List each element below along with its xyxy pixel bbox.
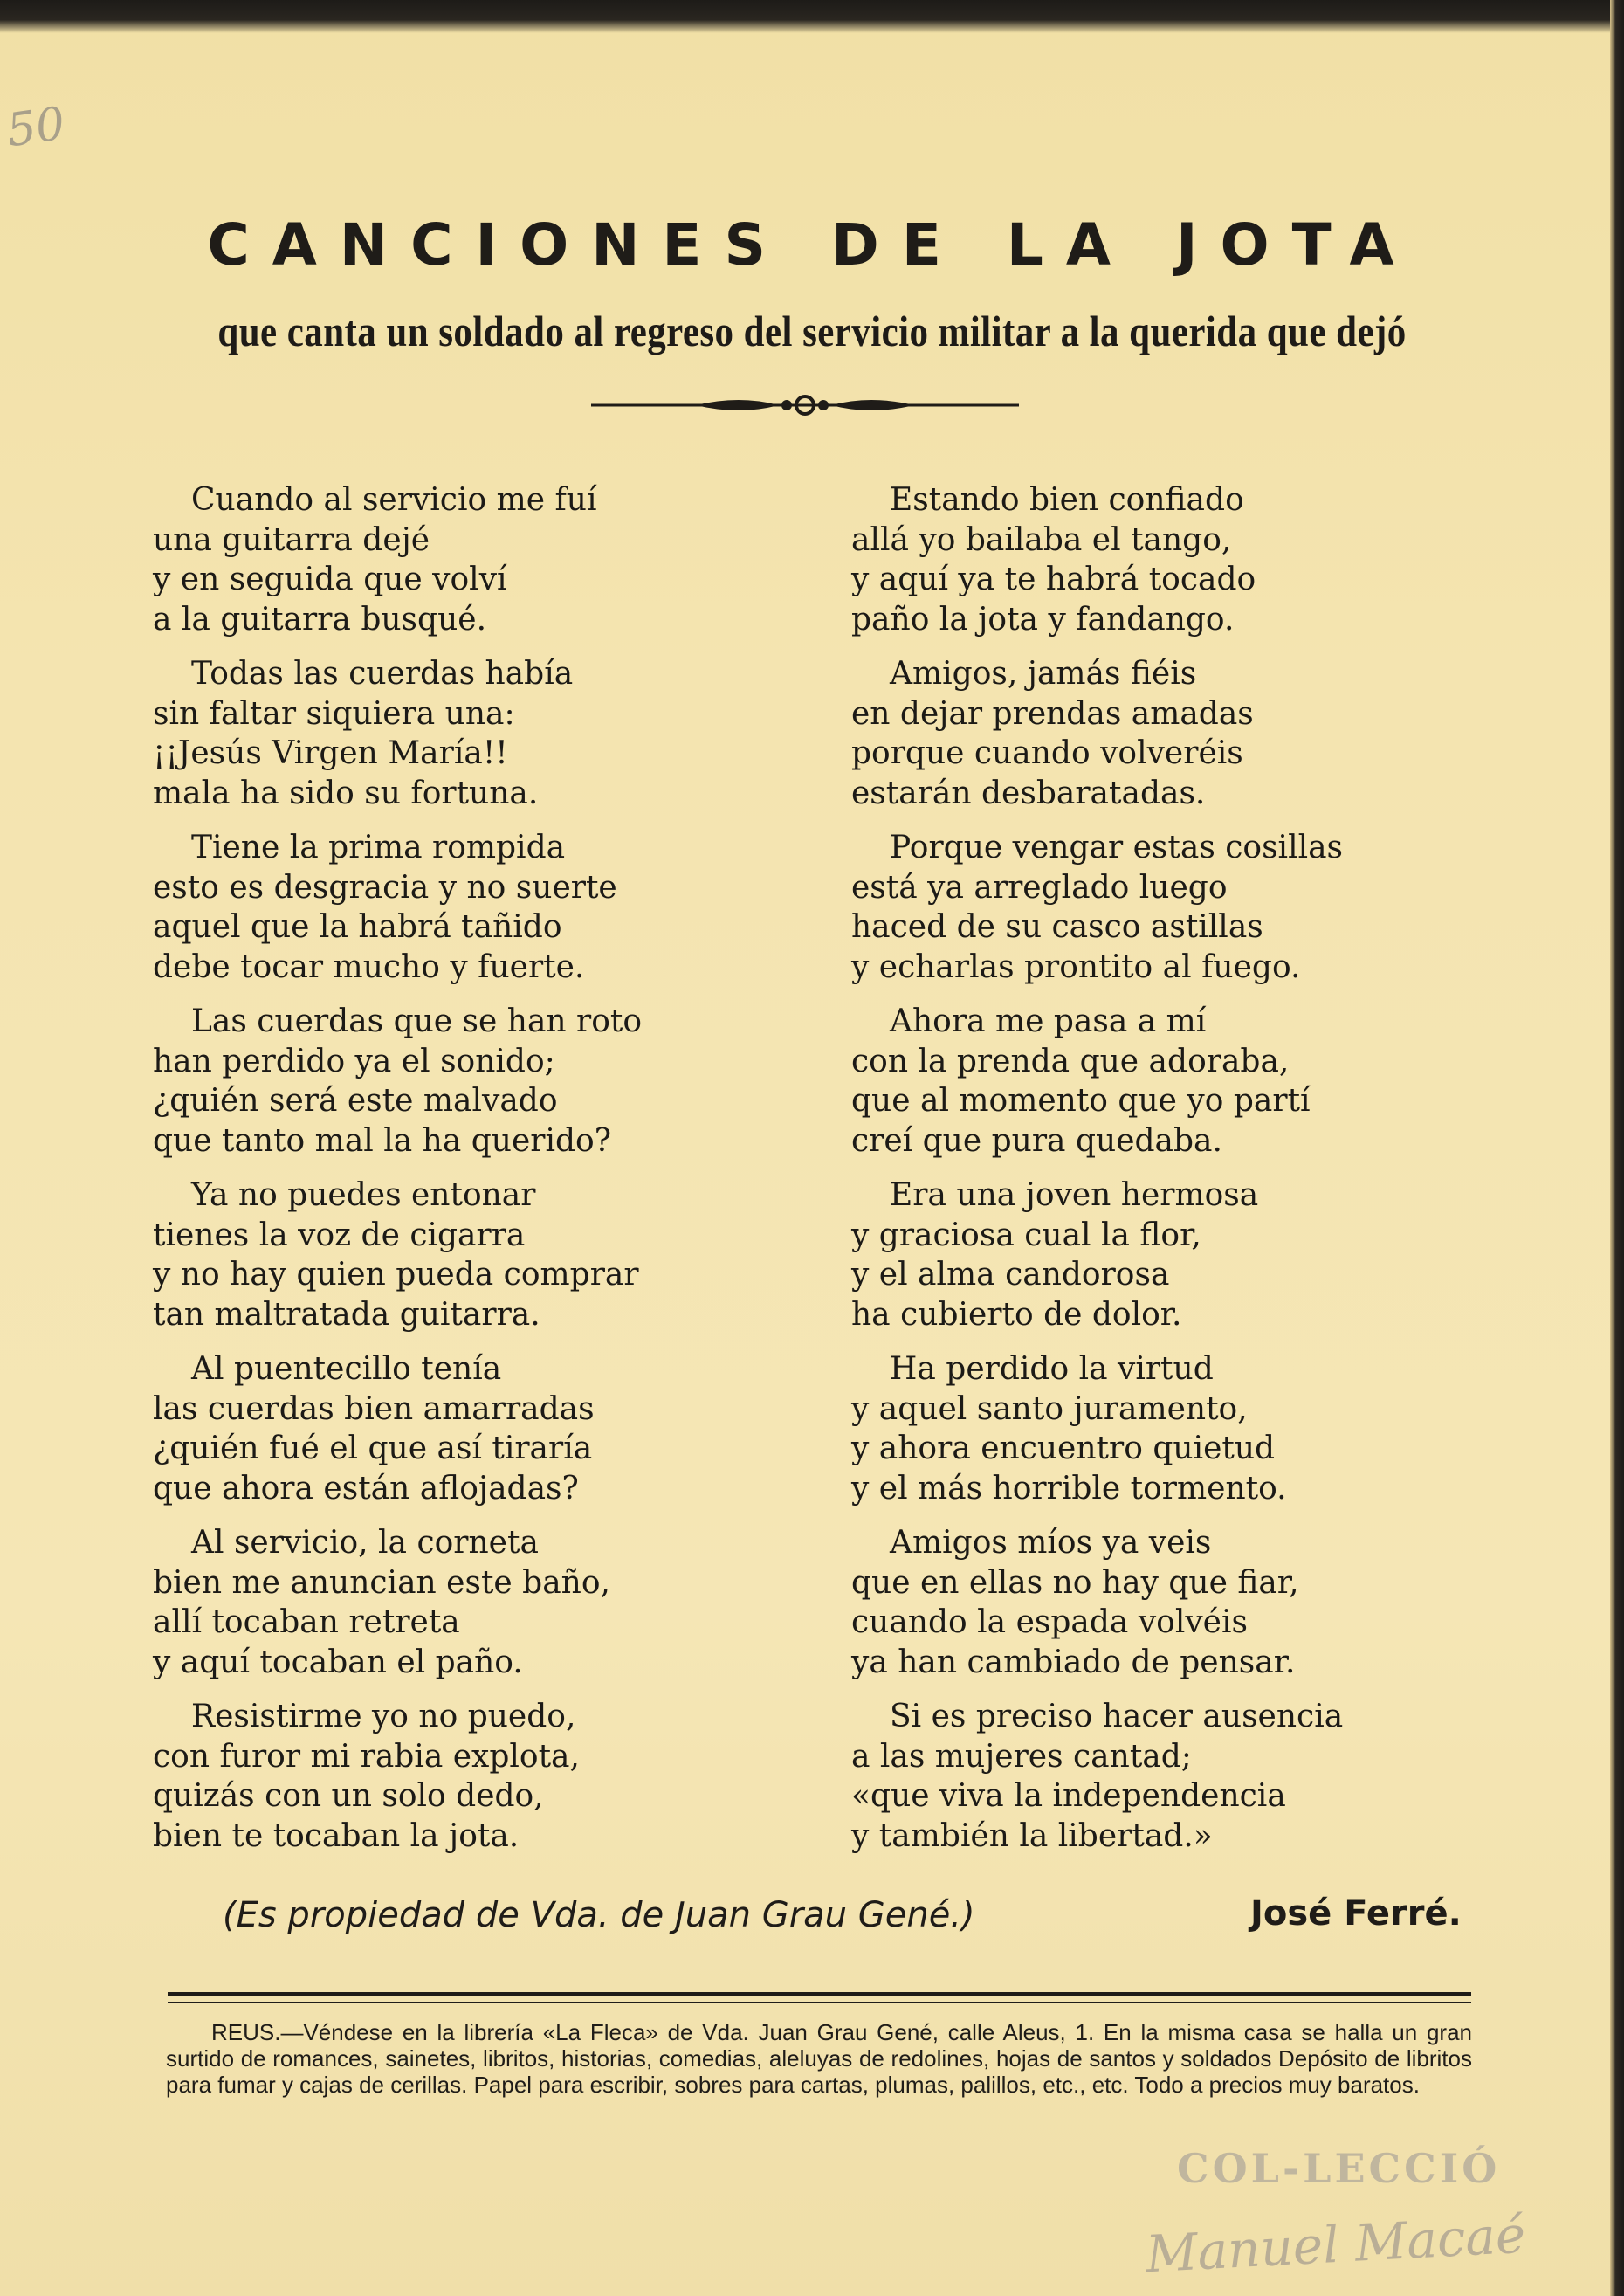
verse-line: y el más horrible tormento. (851, 1470, 1287, 1507)
verse-line: Era una joven hermosa (890, 1177, 1259, 1213)
verse-line: y echarlas prontito al fuego. (851, 948, 1301, 985)
verse-line: estarán desbaratadas. (851, 775, 1206, 811)
verse-line: ha cubierto de dolor. (851, 1296, 1182, 1333)
verse-line: a las mujeres cantad; (851, 1738, 1192, 1775)
verse-line: ¡¡Jesús Virgen María!! (153, 735, 508, 771)
verse-line: que en ellas no hay que fiar, (851, 1564, 1299, 1601)
verse-line: Estando bien confiado (890, 482, 1244, 518)
stanza (153, 654, 764, 813)
verse-line: y en seguida que volví (153, 562, 507, 597)
stanza (851, 480, 1462, 639)
verse-line: las cuerdas bien amarradas (153, 1390, 595, 1427)
verse-line: Todas las cuerdas había (191, 656, 574, 692)
footer-rule-thin (168, 2002, 1471, 2003)
verse-line: y aquí tocaban el paño. (153, 1644, 523, 1680)
verse-line: bien me anuncian este baño, (153, 1564, 610, 1601)
verse-line: Ya no puedes entonar (191, 1177, 536, 1213)
verse-line: ¿quién será este malvado (153, 1083, 558, 1119)
verse-line: ya han cambiado de pensar. (851, 1644, 1296, 1680)
verse-line: «que viva la independencia (851, 1778, 1286, 1814)
verse-line: debe tocar mucho y fuerte. (153, 948, 585, 985)
verse-line: que al momento que yo partí (851, 1083, 1311, 1119)
stanza (153, 480, 764, 639)
stanza (153, 1349, 764, 1508)
verse-line: tienes la voz de cigarra (153, 1217, 526, 1253)
stanza (153, 828, 764, 987)
verse-line: haced de su casco astillas (851, 909, 1263, 945)
verse-line: con furor mi rabia explota, (153, 1738, 580, 1775)
verse-line: y también la libertad.» (851, 1817, 1213, 1854)
verse-line: tan maltratada guitarra. (153, 1296, 540, 1333)
scan-right-edge (1610, 0, 1624, 2296)
verse-line: y el alma candorosa (851, 1257, 1170, 1293)
verse-line: una guitarra dejé (153, 521, 430, 558)
property-note: (Es propiedad de Vda. de Juan Grau Gené.) (223, 1895, 975, 1935)
stanza (851, 654, 1462, 813)
verse-line: Tiene la prima rompida (191, 830, 566, 865)
pencil-mark: 50 (3, 97, 69, 158)
stanza (851, 1697, 1462, 1856)
verse-line: creí que pura quedaba. (851, 1122, 1222, 1159)
page-title: CANCIONES DE LA JOTA (207, 211, 1417, 279)
author-name: José Ferré. (1250, 1893, 1462, 1934)
imprint-text: REUS.—Véndese en la librería «La Fleca» de Vda. Juan Grau Gené, calle Aleus, 1. En la misma casa se halla un gran surtido de romances, sainetes, libritos, historias, comedias, aleluyas de redolines, hojas de santos y soldados Depósito de libritos para fumar y cajas de cerillas. Papel para escribir, sobres para cartas, plumas, palillos, etc., etc. Todo a precios muy baratos. (166, 2019, 1472, 2098)
verse-line: Si es preciso hacer ausencia (890, 1699, 1344, 1734)
verse-line: paño la jota y fandango. (851, 601, 1235, 638)
verse-line: y graciosa cual la flor, (851, 1217, 1201, 1253)
verse-line: allí tocaban retreta (153, 1604, 460, 1640)
verse-line: y aquel santo juramento, (851, 1390, 1248, 1427)
verse-line: cuando la espada volvéis (851, 1604, 1248, 1640)
verse-line: bien te tocaban la jota. (153, 1817, 520, 1854)
verse-line: ¿quién fué el que así tiraría (153, 1431, 593, 1466)
verse-line: Amigos míos ya veis (890, 1525, 1212, 1561)
scan-top-edge (0, 0, 1624, 33)
verse-line: aquel que la habrá tañido (153, 909, 562, 945)
stanza (153, 1523, 764, 1682)
verse-line: quizás con un solo dedo, (153, 1778, 544, 1814)
verse-line: a la guitarra busqué. (153, 601, 487, 638)
poem-left-column (153, 480, 764, 1871)
stanza (851, 828, 1462, 987)
verse-line: Porque vengar estas cosillas (890, 830, 1344, 865)
stanza (851, 1523, 1462, 1682)
verse-line: porque cuando volveréis (851, 735, 1243, 771)
collection-stamp: COL-LECCIÓ (1177, 2145, 1501, 2192)
verse-line: Las cuerdas que se han roto (191, 1003, 643, 1039)
verse-line: mala ha sido su fortuna. (153, 775, 539, 811)
verse-line: Cuando al servicio me fuí (191, 482, 597, 518)
ornament-divider-icon (591, 393, 1019, 417)
stanza (153, 1002, 764, 1161)
stanza (851, 1002, 1462, 1161)
stanza (851, 1349, 1462, 1508)
stanza (153, 1697, 764, 1856)
verse-line: Ahora me pasa a mí (890, 1003, 1207, 1039)
verse-line: Al servicio, la corneta (191, 1525, 539, 1561)
footer-rule-thick (168, 1992, 1471, 1996)
verse-line: Resistirme yo no puedo, (191, 1699, 576, 1734)
verse-line: y ahora encuentro quietud (851, 1431, 1276, 1466)
stanza (851, 1176, 1462, 1334)
verse-line: Ha perdido la virtud (890, 1351, 1214, 1387)
verse-line: y aquí ya te habrá tocado (851, 562, 1256, 597)
handwritten-signature: Manuel Macaé (1144, 2204, 1527, 2285)
verse-line: esto es desgracia y no suerte (153, 869, 617, 906)
verse-line: allá yo bailaba el tango, (851, 521, 1232, 558)
verse-line: Al puentecillo tenía (191, 1351, 502, 1387)
verse-line: con la prenda que adoraba, (851, 1043, 1290, 1079)
verse-line: han perdido ya el sonido; (153, 1043, 555, 1079)
page-subtitle: que canta un soldado al regreso del servicio militar a la querida que dejó (217, 307, 1407, 355)
verse-line: sin faltar siquiera una: (153, 695, 515, 732)
verse-line: que ahora están aflojadas? (153, 1470, 579, 1507)
verse-line: Amigos, jamás fiéis (890, 656, 1197, 692)
verse-line: en dejar prendas amadas (851, 695, 1254, 732)
verse-line: que tanto mal la ha querido? (153, 1122, 612, 1159)
verse-line: y no hay quien pueda comprar (153, 1257, 639, 1293)
poem-right-column (851, 480, 1462, 1871)
stanza (153, 1176, 764, 1334)
verse-line: está ya arreglado luego (851, 869, 1228, 906)
